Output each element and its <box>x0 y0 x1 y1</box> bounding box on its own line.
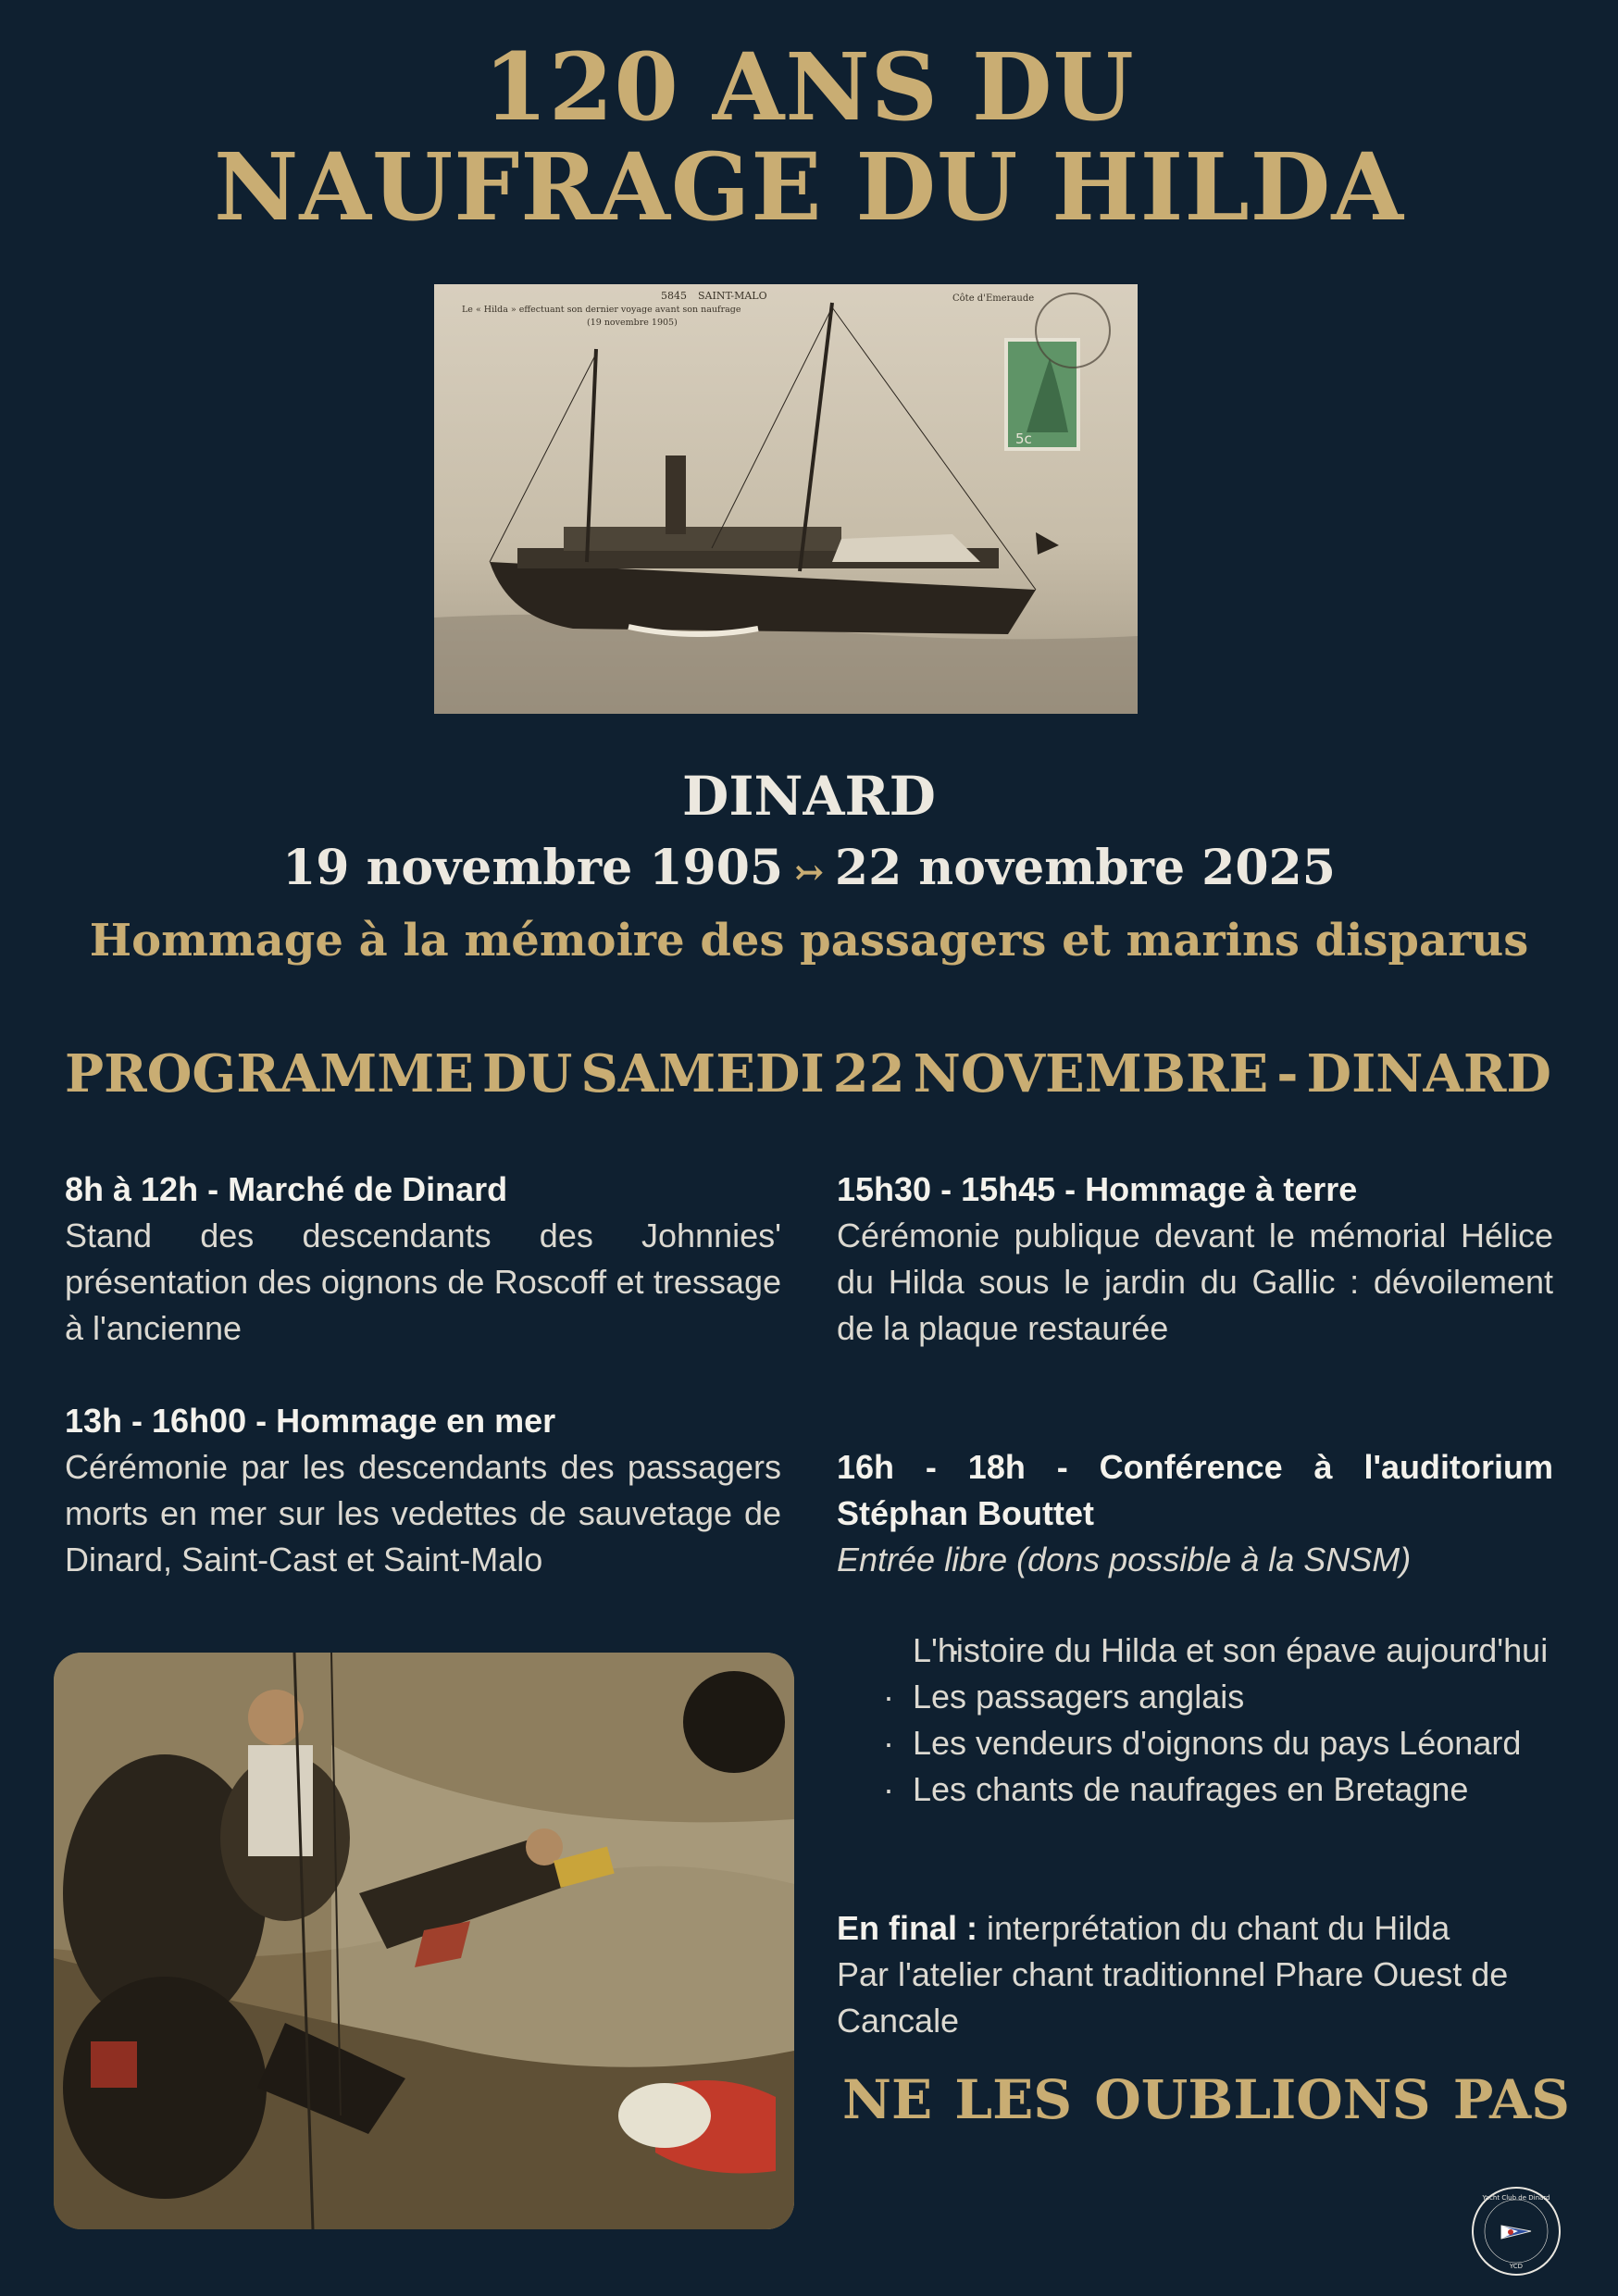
list-item: · Les passagers anglais <box>846 1674 1553 1720</box>
date-end: 22 novembre 2025 <box>834 840 1336 896</box>
programme-heading <box>65 1037 1551 1111</box>
event-heading: 8h à 12h - Marché de Dinard <box>65 1170 508 1208</box>
date-start: 19 novembre 1905 <box>282 840 784 896</box>
event-description: Cérémonie par les descendants des passagers morts en mer sur les vedettes de sauvetage de Dinard, Saint-Cast et Saint-Malo <box>65 1448 781 1578</box>
event-hommage-terre <box>837 1167 1553 1352</box>
logo-text: Yacht Club de Dinard <box>1482 2194 1550 2202</box>
conference-topics <box>846 1628 1553 1813</box>
postage-stamp-icon <box>1006 340 1078 449</box>
event-conference <box>837 1444 1553 1583</box>
postcard-place: SAINT-MALO <box>698 290 767 302</box>
event-heading: 15h30 - 15h45 - Hommage à terre <box>837 1170 1358 1208</box>
programme-word: DU <box>481 1043 573 1104</box>
title-line-1: 120 ANS DU <box>483 32 1135 142</box>
programme-word: - <box>1276 1043 1299 1104</box>
postcard-caption-date: (19 novembre 1905) <box>587 318 678 328</box>
commemoration-dates <box>0 833 1618 907</box>
logo-abbr: YCD <box>1509 2263 1524 2270</box>
stamp-value: 5c <box>1015 430 1032 447</box>
programme-word: PROGRAMME <box>65 1043 474 1104</box>
event-description: Stand des descendants des Johnnies' présentation des oignons de Roscoff et tressage à l'ancienne <box>65 1217 781 1347</box>
tribute-text: Hommage à la mémoire des passagers et marins disparus <box>89 915 1529 967</box>
event-heading: 16h - 18h - Conférence à l'auditorium <box>837 1448 1553 1486</box>
shipwreck-illustration <box>54 1653 794 2229</box>
slogan-word: OUBLIONS <box>1094 2068 1431 2131</box>
programme-word: 22 <box>832 1043 905 1104</box>
slogan-word: NE <box>842 2068 933 2131</box>
event-hommage-mer <box>65 1398 781 1583</box>
event-subtitle <box>0 759 1618 974</box>
city-name: DINARD <box>682 765 936 828</box>
event-note: Entrée libre (dons possible à la SNSM) <box>837 1541 1412 1578</box>
final-text: interprétation du chant du Hilda <box>977 1909 1450 1947</box>
postcard-number: 5845 <box>661 290 687 302</box>
programme-word: NOVEMBRE <box>913 1043 1269 1104</box>
list-item: · L'histoire du Hilda et son épave aujourd'hui <box>846 1628 1553 1674</box>
programme-word: SAMEDI <box>580 1043 825 1104</box>
title-line-2: NAUFRAGE DU HILDA <box>214 132 1404 242</box>
speaker-name: Stéphan Bouttet <box>837 1494 1094 1532</box>
postcard-corner-text: Côte d'Emeraude <box>952 293 1035 304</box>
programme-word: DINARD <box>1306 1043 1551 1104</box>
poster-title <box>0 32 1618 242</box>
final-label: En final : <box>837 1909 977 1947</box>
yacht-club-logo <box>1470 2185 1562 2277</box>
event-marche <box>65 1167 781 1352</box>
slogan <box>842 2063 1570 2137</box>
final-performer: Par l'atelier chant traditionnel Phare Ouest de Cancale <box>837 1955 1509 2040</box>
list-item: · Les chants de naufrages en Bretagne <box>846 1766 1553 1813</box>
hilda-postcard-image <box>434 284 1138 714</box>
slogan-word: LES <box>954 2068 1073 2131</box>
event-final <box>837 1905 1553 2044</box>
slogan-word: PAS <box>1452 2068 1570 2131</box>
postcard-caption: Le « Hilda » effectuant son dernier voyage avant son naufrage <box>462 305 741 315</box>
event-description: Cérémonie publique devant le mémorial Hélice du Hilda sous le jardin du Gallic : dévoilement de la plaque restaurée <box>837 1217 1553 1347</box>
list-item: · Les vendeurs d'oignons du pays Léonard <box>846 1720 1553 1766</box>
event-heading: 13h - 16h00 - Hommage en mer <box>65 1402 556 1440</box>
arrow-icon: ↣ <box>794 851 824 892</box>
